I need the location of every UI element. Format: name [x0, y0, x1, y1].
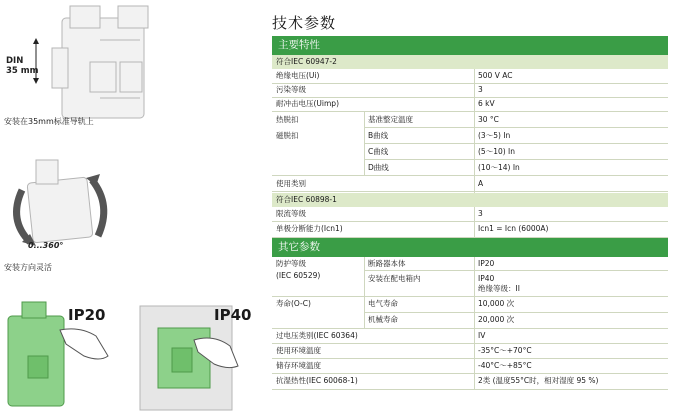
value: Icn1 = Icn (6000A)	[478, 224, 549, 233]
section-main-heading: 主要特性	[272, 36, 668, 55]
label: 耐冲击电压(Uimp)	[276, 99, 339, 108]
value: (5～10) In	[478, 147, 516, 156]
value: 3	[478, 209, 483, 218]
value: A	[478, 179, 484, 188]
value: IV	[478, 331, 486, 340]
label: (IEC 60529)	[276, 271, 321, 280]
value: 20,000 次	[478, 315, 515, 324]
value: 2类 (温度55°C时，相对湿度 95 %)	[478, 376, 599, 385]
value: 500 V AC	[478, 71, 513, 80]
label: 磁脱扣	[276, 131, 299, 140]
page-title: 技术参数	[272, 14, 337, 32]
label: 抗湿热性(IEC 60068-1)	[276, 376, 358, 385]
label: 单极分断能力(Icn1)	[276, 224, 343, 233]
value: IP20	[478, 259, 495, 268]
value: 30 °C	[478, 115, 499, 124]
label: 使用类别	[276, 179, 306, 188]
label: 限流等级	[276, 209, 306, 218]
value: 10,000 次	[478, 299, 515, 308]
value: 6 kV	[478, 99, 495, 108]
label: 污染等级	[276, 85, 306, 94]
value: -35°C～+70°C	[478, 346, 532, 355]
din-label: DIN 35 mm	[6, 56, 39, 76]
sublabel: 断路器本体	[368, 259, 406, 268]
sublabel: D曲线	[368, 163, 389, 172]
sublabel: B曲线	[368, 131, 389, 140]
direction-caption: 安装方向灵活	[4, 263, 52, 272]
illustrations-panel	[0, 0, 270, 413]
sublabel: C曲线	[368, 147, 389, 156]
standard-row-iec60947: 符合IEC 60947-2	[272, 55, 668, 69]
sublabel: 安装在配电箱内	[368, 274, 421, 283]
rail-caption: 安装在35mm标准导轨上	[4, 117, 94, 126]
label: 过电压类别(IEC 60364)	[276, 331, 358, 340]
value: 3	[478, 85, 483, 94]
ip40-label: IP40	[214, 306, 252, 324]
label: 绝缘电压(Ui)	[276, 71, 320, 80]
rotation-label: 0...360°	[28, 241, 64, 250]
value: (10～14) In	[478, 163, 520, 172]
ip20-label: IP20	[68, 306, 106, 324]
ip20-breaker-illustration	[0, 296, 130, 413]
value: -40°C～+85°C	[478, 361, 532, 370]
label: 寿命(O-C)	[276, 299, 311, 308]
sublabel: 机械寿命	[368, 315, 398, 324]
sublabel: 基准整定温度	[368, 115, 413, 124]
standard-row-iec60898: 符合IEC 60898-1	[272, 193, 668, 207]
value: (3～5) In	[478, 131, 511, 140]
section-other-heading: 其它参数	[272, 238, 668, 257]
value: IP40	[478, 274, 495, 283]
sublabel: 电气寿命	[368, 299, 398, 308]
label: 使用环境温度	[276, 346, 321, 355]
label: 防护等级	[276, 259, 306, 268]
label: 储存环境温度	[276, 361, 321, 370]
value: 绝缘等级：II	[478, 284, 520, 293]
label: 热脱扣	[276, 115, 299, 124]
din-rail-breaker-illustration	[0, 0, 270, 130]
